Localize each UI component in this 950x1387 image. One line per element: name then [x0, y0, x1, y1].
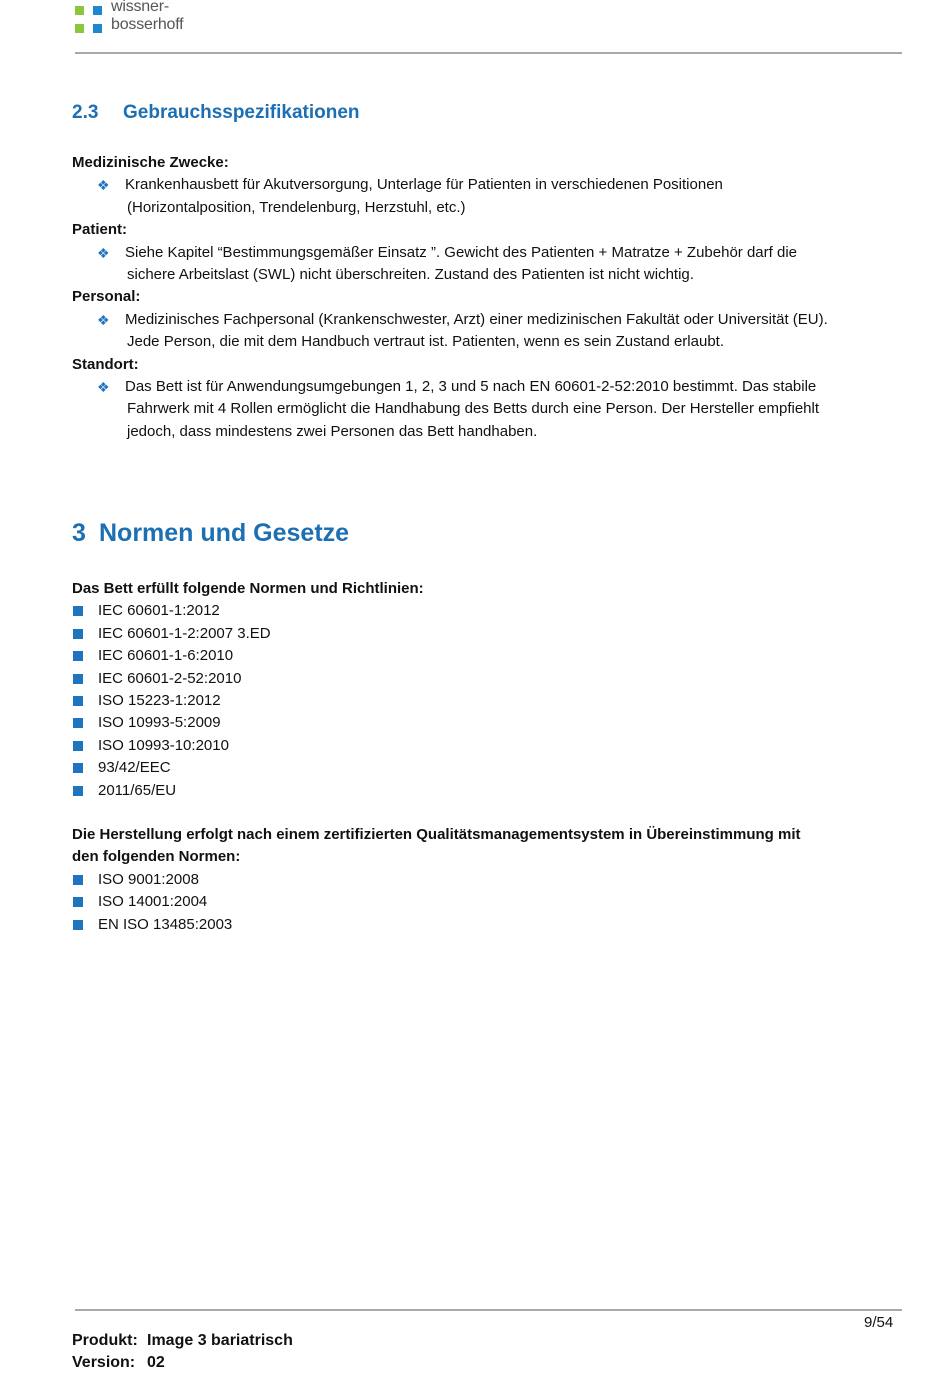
standard-text: IEC 60601-1-6:2010	[98, 647, 234, 665]
list-item	[72, 600, 892, 622]
text-line: Siehe Kapitel “Bestimmungsgemäßer Einsatz ”. Gewicht des Patienten + Matratze + Zubehör darf die	[125, 243, 797, 261]
section-number: 3	[72, 519, 86, 547]
list-item	[72, 623, 892, 645]
square-bullet-icon	[73, 897, 83, 907]
section-title: Normen und Gesetze	[99, 519, 350, 547]
text-line: Jede Person, die mit dem Handbuch vertraut ist. Patienten, wenn es sein Zustand erlaubt.	[127, 333, 724, 351]
page-number: 9/54	[864, 1314, 894, 1331]
footer-version-value: 02	[147, 1354, 165, 1372]
footer-product-row	[72, 1330, 293, 1352]
square-bullet-icon	[73, 674, 83, 684]
diamond-bullet-icon: ❖	[97, 244, 110, 261]
square-bullet-icon	[73, 741, 83, 751]
footer-divider	[75, 1309, 902, 1311]
list-item	[72, 891, 892, 913]
square-bullet-icon	[73, 629, 83, 639]
text-line: Fahrwerk mit 4 Rollen ermöglicht die Handhabung des Betts durch eine Person. Der Hersteller empfiehlt	[127, 400, 819, 418]
standard-text: ISO 15223-1:2012	[98, 692, 221, 710]
text-line: sichere Arbeitslast (SWL) nicht überschreiten. Zustand des Patienten ist nicht wichtig.	[127, 266, 694, 284]
standard-text: 2011/65/EU	[98, 781, 177, 799]
qms-block	[72, 824, 892, 936]
standards-block	[72, 578, 892, 802]
logo-blue-square	[93, 24, 102, 33]
square-bullet-icon	[73, 696, 83, 706]
qms-intro-line-1: Die Herstellung erfolgt nach einem zertifizierten Qualitätsmanagementsystem in Übereinstimmung mit	[72, 826, 801, 843]
standard-text: ISO 10993-5:2009	[98, 714, 221, 732]
logo-green-square	[75, 6, 84, 15]
list-item	[72, 780, 892, 802]
header-divider	[75, 52, 902, 54]
list-item	[72, 668, 892, 690]
section-title: Gebrauchsspezifikationen	[123, 102, 360, 123]
logo-line-1: wissner-	[111, 0, 169, 15]
list-item	[72, 712, 892, 734]
qms-standards-list	[72, 869, 892, 936]
square-bullet-icon	[73, 651, 83, 661]
diamond-bullet-icon: ❖	[97, 177, 110, 194]
text-line: Medizinisches Fachpersonal (Krankenschwester, Arzt) einer medizinischen Fakultät oder Universität (EU).	[125, 310, 828, 328]
usage-label-patient: Patient:	[72, 221, 128, 239]
text-line: Das Bett ist für Anwendungsumgebungen 1, 2, 3 und 5 nach EN 60601-2-52:2010 bestimmt. Das stabile	[125, 378, 817, 396]
list-item	[72, 645, 892, 667]
usage-text-location	[72, 376, 892, 443]
logo-blue-square	[93, 6, 102, 15]
list-item	[72, 735, 892, 757]
square-bullet-icon	[73, 606, 83, 616]
square-bullet-icon	[73, 786, 83, 796]
footer-product-label: Produkt:	[72, 1332, 138, 1349]
square-bullet-icon	[73, 763, 83, 773]
list-item	[72, 690, 892, 712]
footer-product-value: Image 3 bariatrisch	[147, 1332, 293, 1349]
standard-text: ISO 14001:2004	[98, 893, 208, 911]
logo-line-2: bosserhoff	[111, 16, 184, 33]
logo-green-square	[75, 24, 84, 33]
usage-spec-list	[72, 152, 892, 443]
square-bullet-icon	[73, 718, 83, 728]
logo-wordmark	[111, 0, 183, 34]
standard-text: IEC 60601-2-52:2010	[98, 669, 242, 687]
list-item	[72, 869, 892, 891]
list-item	[72, 914, 892, 936]
standard-text: ISO 9001:2008	[98, 870, 199, 888]
footer-version-row	[72, 1352, 293, 1374]
qms-intro-line-2: den folgenden Normen:	[72, 848, 241, 866]
list-item	[72, 757, 892, 779]
square-bullet-icon	[73, 875, 83, 885]
diamond-bullet-icon: ❖	[97, 311, 110, 328]
footer-version-label: Version:	[72, 1354, 136, 1372]
standards-list	[72, 600, 892, 802]
document-footer	[72, 1330, 293, 1375]
text-line: (Horizontalposition, Trendelenburg, Herzstuhl, etc.)	[127, 198, 466, 216]
standard-text: ISO 10993-10:2010	[98, 736, 229, 754]
section-heading-2-3	[72, 101, 360, 125]
text-line: jedoch, dass mindestens zwei Personen das Bett handhaben.	[127, 422, 538, 440]
usage-label-personnel: Personal:	[72, 288, 141, 306]
usage-text-patient	[72, 242, 892, 287]
usage-label-location: Standort:	[72, 355, 139, 373]
usage-text-personnel	[72, 309, 892, 354]
standard-text: IEC 60601-1-2:2007 3.ED	[98, 624, 271, 642]
standard-text: EN ISO 13485:2003	[98, 915, 233, 933]
standard-text: IEC 60601-1:2012	[98, 602, 220, 620]
usage-text-medical-purpose	[72, 174, 892, 219]
standard-text: 93/42/EEC	[98, 759, 171, 777]
section-number: 2.3	[72, 102, 99, 123]
diamond-bullet-icon: ❖	[97, 379, 110, 396]
standards-intro: Das Bett erfüllt folgende Normen und Richtlinien:	[72, 580, 424, 597]
usage-label-medical-purpose: Medizinische Zwecke:	[72, 154, 229, 171]
section-heading-3	[72, 517, 349, 549]
square-bullet-icon	[73, 920, 83, 930]
text-line: Krankenhausbett für Akutversorgung, Unterlage für Patienten in verschiedenen Positionen	[125, 176, 723, 194]
